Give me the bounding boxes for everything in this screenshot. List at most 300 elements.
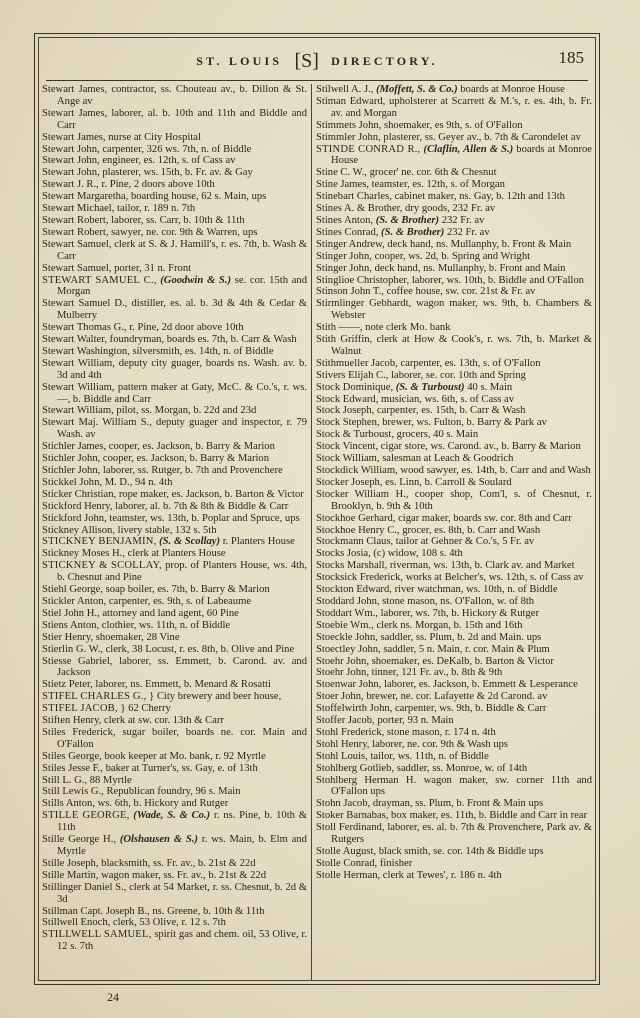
entry-details: saddler, 5 n. Main, r. cor. Main & Plum [383, 643, 550, 655]
entry-details: wagon maker, sw. corner 11th and O'Fallon ups [331, 774, 592, 798]
entry-name: Stinebart Charles, [316, 191, 392, 203]
title-directory: DIRECTORY. [331, 54, 438, 68]
entry-firm: (S. & Turboust) [395, 381, 465, 393]
entry-name: Stoectley John, [316, 643, 381, 655]
entry-details: 40 s. Main [467, 381, 513, 393]
entry-name: Still L. G., [42, 774, 88, 786]
directory-entry [42, 906, 307, 918]
directory-entry [316, 513, 592, 525]
directory-entry [42, 108, 307, 132]
entry-name: Stoker Barnabas, [316, 810, 389, 822]
entry-details: clerk, 38 Locust, r. es. 8th, b. Olive and Pine [105, 643, 295, 655]
entry-details: laborer, ns. Emmett, b. Menard & Rosatti [95, 679, 271, 691]
directory-entry [42, 167, 307, 179]
entry-details: cooper shop, Com'l, s. of Chesnut, r. Brooklyn, b. 9th & 10th [331, 488, 592, 512]
entry-details: M. D., 94 n. 4th [104, 476, 173, 488]
entry-firm: (S. & Scollay) [159, 536, 221, 548]
page-title [40, 50, 594, 73]
directory-entry [316, 453, 592, 465]
directory-entry [316, 96, 592, 120]
entry-details: clerk at sw. cor. 13th & Carr [104, 715, 224, 727]
directory-entry [316, 810, 592, 822]
entry-details: black smith, se. cor. 14th & Biddle ups [378, 846, 544, 857]
entry-name: Stewart Walter, [42, 334, 108, 346]
directory-entry [316, 620, 592, 632]
entry-details: laborer, ss. Emmett, b. Carond. av. and Jackson [57, 655, 307, 679]
entry-name: Stoer John, [316, 691, 364, 703]
directory-entry [42, 513, 307, 525]
directory-entry [42, 536, 307, 548]
directory-entry [316, 858, 592, 870]
directory-entry [42, 263, 307, 275]
directory-entry [316, 727, 592, 739]
entry-details: sawyer, ne. cor. 9th & Warren, ups [111, 226, 258, 238]
directory-entry [316, 870, 592, 882]
entry-name: Stewart William, [42, 405, 114, 417]
entry-firm: (Moffett, S. & Co.) [376, 84, 458, 95]
header-rule [46, 80, 588, 81]
entry-details: grocer' ne. cor. 6th & Chesnut [369, 167, 497, 179]
entry-name: Stoddard John, [316, 595, 380, 607]
entry-name: STIFEL JACOB, [42, 703, 118, 715]
directory-entry [42, 834, 307, 858]
directory-entry [316, 584, 592, 596]
directory-entry [42, 155, 307, 167]
entry-name: Stock Dominique, [316, 381, 394, 393]
entry-name: Stillman Capt. Joseph B., [42, 905, 150, 917]
title-city: ST. LOUIS [196, 54, 283, 68]
entry-details: boarding house, 62 s. Main, ups [130, 191, 267, 203]
entry-details: nurse at City Hospital [108, 131, 201, 143]
entry-name: Stoeckle John, [316, 631, 378, 643]
entry-details: blacksmith, ss. Fr. av., b. 21st & 22d [101, 857, 256, 869]
entry-name: Stockdick William, [316, 465, 398, 476]
entry-name: Stocker Joseph, [316, 476, 383, 488]
running-header [40, 48, 594, 74]
entry-details: finisher [379, 857, 413, 869]
entry-details: grocers, 40 s. Main [396, 429, 479, 441]
entry-details: riverman, ws. 13th, b. Clark av. and Market [389, 560, 575, 572]
entry-details: carpenter, ws. 9th, b. Biddle & Carr [394, 703, 547, 715]
entry-name: Stewart Maj. William S., [42, 417, 152, 429]
entry-details: Republican foundry, 96 s. Main [106, 786, 241, 798]
entry-name: Stewart J. R., [42, 179, 99, 191]
entry-name: Stiman Edward, [316, 95, 386, 107]
directory-entry [42, 775, 307, 787]
directory-entry [42, 798, 307, 810]
entry-details: works at Belcher's, ws. 12th, s. of Cass av [405, 572, 584, 584]
entry-firm: (Claflin, Allen & S.) [423, 143, 514, 155]
directory-entry [42, 644, 307, 656]
entry-details: cabinet maker, ns. Gay, b. 12th and 13th [394, 191, 565, 203]
entry-details: es. Linn, b. Carroll & Soulard [385, 476, 512, 488]
entry-name: Stiles Frederick, [42, 726, 116, 738]
directory-entry [316, 167, 592, 179]
directory-entry [42, 596, 307, 608]
entry-details: laborer, ne. cor. 9th & Wash ups [372, 738, 509, 750]
entry-name: Stohlberg Herman H. [316, 774, 417, 786]
entry-details: brewer, ws. Fulton, b. Barry & Park av [382, 417, 547, 429]
directory-entry [316, 382, 592, 394]
entry-details: 232 Fr. av [446, 226, 490, 238]
directory-entry [42, 858, 307, 870]
entry-name: Stocks Marshall, [316, 560, 388, 572]
entry-details: brewer, ne. cor. Lafayette & 2d Carond. av [366, 691, 548, 703]
entry-name: Stewart James, [42, 84, 108, 95]
entry-name: Stewart Michael, [42, 203, 115, 215]
entry-details: tinner, 121 Fr. av., b. 8th & 9th [371, 667, 503, 679]
entry-name: Stockhoe Henry C., [316, 524, 400, 536]
entry-name: Stock Stephen, [316, 417, 380, 429]
directory-entry [42, 132, 307, 144]
entry-details: soap boiler, es. 7th, b. Barry & Marion [105, 584, 270, 596]
entry-details: clerk ns. Morgan, b. 15th and 16th [376, 619, 523, 631]
entry-name: STIFEL CHARLES G., [42, 691, 147, 703]
entry-name: Stohn Jacob, [316, 798, 371, 810]
directory-entry [316, 227, 592, 239]
entry-name: STINDE CONRAD R., [316, 143, 421, 155]
directory-entry [42, 691, 307, 703]
entry-details: 88 Myrtle [89, 774, 132, 786]
entry-details: silversmith, es. 14th, n. of Biddle [132, 345, 274, 357]
entry-name: Stewart William, [42, 357, 115, 369]
entry-name: Stichler John, [42, 465, 101, 476]
entry-details: laborer, se. cor. 10th and Spring [391, 369, 526, 381]
entry-name: STILLE GEORGE, [42, 810, 130, 822]
entry-name: Stivers Elijah C., [316, 369, 389, 381]
entry-name: Stinger John, [316, 250, 372, 262]
entry-name: Stolle Herman, [316, 869, 381, 881]
entry-name: Stichler James, [42, 441, 107, 453]
entry-details: shoemaker, 28 Vine [95, 631, 180, 643]
directory-entry [42, 227, 307, 239]
entry-details: saddler, ss. Monroe, w. of 14th [396, 762, 528, 774]
entry-name: Stirmlinger Gebhardt, [316, 298, 412, 310]
entry-name: Stinson John T., [316, 286, 384, 298]
directory-entry [316, 394, 592, 406]
directory-entry [42, 144, 307, 156]
entry-details: upholsterer at Scarrett & M.'s, r. es. 4th, b. Fr. av. and Morgan [331, 95, 592, 119]
entry-name: Stimmler John, [316, 131, 381, 143]
entry-name: Stines Anton, [316, 214, 374, 226]
directory-entry [316, 644, 592, 656]
directory-entry [316, 846, 592, 858]
directory-entry [42, 489, 307, 501]
entry-details: drayman, ss. Plum, b. Front & Main ups [372, 798, 544, 810]
entry-details: (c) widow, 108 s. 4th [373, 548, 463, 560]
directory-entry [316, 429, 592, 441]
entry-details: clerk at S. & J. Hamill's, r. es. 7th, b. Wash & Carr [57, 238, 307, 262]
entry-name: Stille Joseph, [42, 857, 99, 869]
directory-entry [316, 84, 592, 96]
entry-details: dry goods, 232 Fr. av [405, 203, 496, 215]
entry-details: laborer, ws. 10th, b. Biddle and O'Fallon [411, 274, 584, 286]
directory-entry [316, 263, 592, 275]
directory-entry [42, 656, 307, 680]
entry-name: Stock William, [316, 453, 380, 465]
directory-entry [42, 501, 307, 513]
entry-name: Stewart James, [42, 107, 108, 119]
entry-details: r. Pine, 2d door above 10th [129, 322, 244, 334]
title-letter: [S] [294, 50, 319, 72]
entry-details: 232 Fr. av [441, 214, 485, 226]
directory-entry [42, 346, 307, 358]
entry-name: Stockton Edward, [316, 584, 392, 596]
directory-entry [316, 536, 592, 548]
directory-entry [42, 727, 307, 751]
entry-details: saddler, ss. Plum, b. 2d and Main. ups [380, 631, 542, 643]
entry-details: clerk at Planters House [127, 548, 226, 560]
directory-entry [42, 525, 307, 537]
entry-details: pilot, ss. Morgan, b. 22d and 23d [116, 405, 257, 417]
entry-name: Stimmets John, [316, 119, 382, 131]
directory-entry [316, 417, 592, 429]
directory-entry [316, 132, 592, 144]
entry-name: Stohl Henry, [316, 738, 370, 750]
entry-details: tailor, ws. 11th, n. of Biddle [370, 750, 489, 762]
entry-details: carpenter, es. 15th, b. Carr & Wash [376, 405, 526, 417]
entry-name: Stine James, [316, 179, 369, 191]
directory-entry [316, 465, 592, 477]
entry-details: wagon maker, ss. Fr. av., b. 21st & 22d [101, 869, 266, 881]
entry-name: Stocks Josia, [316, 548, 371, 560]
entry-details: deck hand, ns. Mullanphy, b. Front and Main [374, 262, 566, 274]
directory-entry [316, 572, 592, 584]
directory-entry [42, 382, 307, 406]
directory-entry [42, 870, 307, 882]
entry-details: deputy guager and inspector, r. 79 Wash. av [57, 417, 308, 441]
entry-details: shoemaker, es 9th, s. of O'Fallon [384, 119, 523, 131]
entry-name: Stith Griffin, [316, 334, 373, 346]
entry-name: Stoll Ferdinand, [316, 822, 385, 834]
entry-name: Stewart James, [42, 131, 106, 143]
entry-name: Stoehr John, [316, 655, 369, 667]
entry-details: note clerk Mo. bank [365, 322, 451, 334]
directory-entry [42, 275, 307, 299]
entry-name: Stewart Thomas G., [42, 322, 127, 334]
entry-details: cooper, ws. 2d, b. Spring and Wright [374, 250, 531, 262]
directory-entry [316, 298, 592, 322]
entry-details: boards at Monroe House [460, 84, 565, 95]
entry-firm: (Olshausen & S.) [119, 834, 198, 846]
entry-name: Stoebie Wm., [316, 619, 374, 631]
directory-entry [42, 417, 307, 441]
column-divider [311, 84, 312, 980]
directory-entry [42, 477, 307, 489]
entry-details: carpenter, es. 13th, s. of O'Fallon [400, 357, 541, 369]
directory-entry [316, 215, 592, 227]
directory-entry [42, 929, 307, 953]
directory-entry [42, 298, 307, 322]
entry-details: carpenter, es. 9th, s. of Labeaume [108, 595, 252, 607]
directory-entry [316, 370, 592, 382]
directory-entry [316, 251, 592, 263]
entry-details: carpenter, 326 ws. 7th, n. of Biddle [102, 143, 252, 155]
directory-entry [42, 179, 307, 191]
directory-entry [316, 286, 592, 298]
directory-entry [42, 548, 307, 560]
entry-details: plasterer, ws. 15th, b. Fr. av. & Gay [102, 167, 253, 179]
entry-name: Stinger John, [316, 262, 372, 274]
directory-entry [316, 144, 592, 168]
entry-name: Stewart Washington, [42, 345, 130, 357]
directory-entry [316, 525, 592, 537]
entry-details: prop. of Planters House, ws. 4th, b. Chesnut and Pine [57, 560, 308, 584]
entry-name: Stinglioe Christopher, [316, 274, 410, 286]
directory-entry [42, 632, 307, 644]
entry-details: r. ws. Main, b. Elm and Myrtle [57, 834, 307, 857]
directory-entry [316, 679, 592, 691]
entry-name: Stewart John, [42, 167, 100, 179]
entry-name: Stock Joseph, [316, 405, 375, 417]
entry-name: Stiften Henry, [42, 715, 102, 727]
entry-name: Stille Martin, [42, 869, 99, 881]
entry-name: Stoffer Jacob, [316, 715, 375, 727]
entry-name: Stewart Margaretha, [42, 191, 129, 203]
entry-details: ns. Greene, b. 10th & 11th [152, 905, 265, 917]
entry-details: boards at Monroe House [331, 143, 592, 167]
entry-details: pattern maker at Gaty, McC. & Co.'s, r. ws. —, b. Biddle and Carr [57, 381, 307, 405]
left-column [42, 84, 307, 953]
entry-name: Stockhoe Gerhard, [316, 512, 396, 524]
entry-details: teamster, es. 12th, s. of Morgan [371, 179, 505, 191]
directory-entry [42, 882, 307, 906]
entry-details: book keeper at Mo. bank, r. 92 Myrtle [104, 750, 266, 762]
entry-name: Stock Vincent, [316, 441, 379, 453]
entry-name: Stines A. & Brother, [316, 203, 403, 215]
directory-entry [316, 441, 592, 453]
entry-details: foundryman, boards es. 7th, b. Carr & Wash [109, 334, 297, 346]
directory-entry [316, 608, 592, 620]
entry-details: tailor at Gehner & Co.'s, 5 Fr. av [395, 536, 535, 548]
directory-entry [316, 120, 592, 132]
entry-firm: (Wade, S. & Co.) [133, 810, 211, 822]
directory-entry [42, 239, 307, 263]
entry-details: engineer, es. 12th, s. of Cass av [102, 155, 236, 167]
entry-name: Stoenwar John, [316, 679, 382, 691]
directory-entry [316, 239, 592, 251]
entry-details: laborer, es. al. b. 7th & Provenchere, Park av. & Rutgers [331, 822, 592, 846]
entry-details: wood sawyer, es. 14th, b. Carr and and Wash [400, 465, 591, 476]
directory-entry [316, 203, 592, 215]
directory-entry [42, 608, 307, 620]
entry-name: Stewart John, [42, 155, 100, 167]
entry-details: laborer, es. Jackson, b. Emmett & Lesperance [383, 679, 578, 691]
entry-details: r. Planters House [222, 536, 295, 548]
directory-entry [316, 548, 592, 560]
directory-entry [316, 739, 592, 751]
entry-name: Stewart Robert, [42, 214, 109, 226]
entry-name: Stoehr John, [316, 667, 369, 679]
directory-entry [42, 334, 307, 346]
entry-details: deputy city guager, boards ns. Wash. av. b. 3d and 4th [57, 357, 307, 381]
entry-name: Stickford Henry, [42, 500, 113, 512]
entry-details: laborer, ws. 7th, b. Hickory & Rutger [380, 607, 540, 619]
entry-name: Stiles Jesse F., [42, 762, 103, 774]
entry-details: livery stable, 132 s. 5th [117, 524, 217, 536]
directory-entry [316, 596, 592, 608]
entry-details: clerk at How & Cook's, r. ws. 7th, b. Market & Walnut [331, 334, 592, 357]
entry-name: Stewart John, [42, 143, 100, 155]
entry-details: clerk at 54 Market, r. ss. Chesnut, b. 2d & 3d [57, 881, 308, 905]
entry-name: Sticker Christian, [42, 488, 117, 500]
directory-entry [316, 560, 592, 572]
directory-entry [42, 679, 307, 691]
entry-details: } 62 Cherry [120, 703, 171, 715]
entry-details: baker at Turner's, ss. Gay, e. of 13th [105, 762, 258, 774]
directory-entry [42, 715, 307, 727]
directory-entry [42, 763, 307, 775]
directory-entry [316, 703, 592, 715]
entry-details: rope maker, es. Jackson, b. Barton & Victor [118, 488, 304, 500]
entry-name: STICKNEY BENJAMIN, [42, 536, 157, 548]
directory-entry [316, 405, 592, 417]
directory-entry [316, 763, 592, 775]
entry-name: Stocksick Frederick, [316, 572, 404, 584]
entry-details: plasterer, ss. Geyer av., b. 7th & Carondelet av [383, 131, 581, 143]
directory-entry [316, 489, 592, 513]
entry-details: se. cor. 15th and Morgan [57, 274, 308, 298]
directory-entry [316, 798, 592, 810]
directory-entry [42, 560, 307, 584]
entry-details: wagon maker, ws. 9th, b. Chambers & Webster [331, 298, 592, 322]
directory-entry [42, 453, 307, 465]
signature-mark: 24 [107, 990, 119, 1004]
entry-details: shoemaker, es. DeKalb, b. Barton & Victor [371, 655, 554, 667]
entry-details: deck hand, ns. Mullanphy, b. Front & Main [387, 238, 572, 250]
entry-name: STEWART SAMUEL C., [42, 274, 157, 286]
page-number: 185 [558, 48, 584, 67]
directory-entry [316, 656, 592, 668]
entry-details: sugar boiler, boards ne. cor. Main and O'Fallon [57, 726, 307, 750]
directory-entry [42, 203, 307, 215]
entry-name: Stille George H., [42, 834, 117, 846]
entry-name: Stinger Andrew, [316, 238, 385, 250]
entry-name: Stills Anton, [42, 798, 95, 810]
entry-name: Stiles George, [42, 750, 102, 762]
entry-name: Stewart Samuel, [42, 238, 112, 250]
entry-details: teamster, ws. 13th, b. Poplar and Spruce, ups [109, 512, 300, 524]
directory-entry [316, 477, 592, 489]
entry-name: Stickney Moses H., [42, 548, 125, 560]
directory-entry [42, 84, 307, 108]
directory-entry [42, 191, 307, 203]
entry-name: Stiel John H., [42, 607, 100, 619]
entry-firm: (Goodwin & S.) [160, 274, 231, 286]
directory-entry [316, 751, 592, 763]
entry-name: Stilwell A. J., [316, 84, 374, 95]
entry-name: Stickney Allison, [42, 524, 115, 536]
directory-entry [42, 810, 307, 834]
entry-details: tailor, r. 189 n. 7th [117, 203, 196, 215]
directory-entry [42, 215, 307, 227]
right-column [316, 84, 592, 882]
directory-entry [316, 667, 592, 679]
entry-details: } City brewery and beer house, [149, 691, 282, 703]
entry-name: Stiesse Gabriel, [42, 655, 113, 667]
entry-name: Stietz Peter, [42, 679, 93, 691]
entry-details: cigar maker, boards sw. cor. 8th and Carr [398, 512, 572, 524]
directory-entry [316, 334, 592, 358]
entry-name: Stohl Frederick, [316, 726, 385, 738]
entry-name: Stock Edward, [316, 393, 379, 405]
directory-entry [316, 632, 592, 644]
entry-name: Stohl Louis, [316, 750, 368, 762]
entry-name: Stines Conrad, [316, 226, 379, 238]
entry-name: Stockmann Claus, [316, 536, 394, 548]
directory-entry [42, 322, 307, 334]
entry-name: Stewart Samuel, [42, 262, 112, 274]
